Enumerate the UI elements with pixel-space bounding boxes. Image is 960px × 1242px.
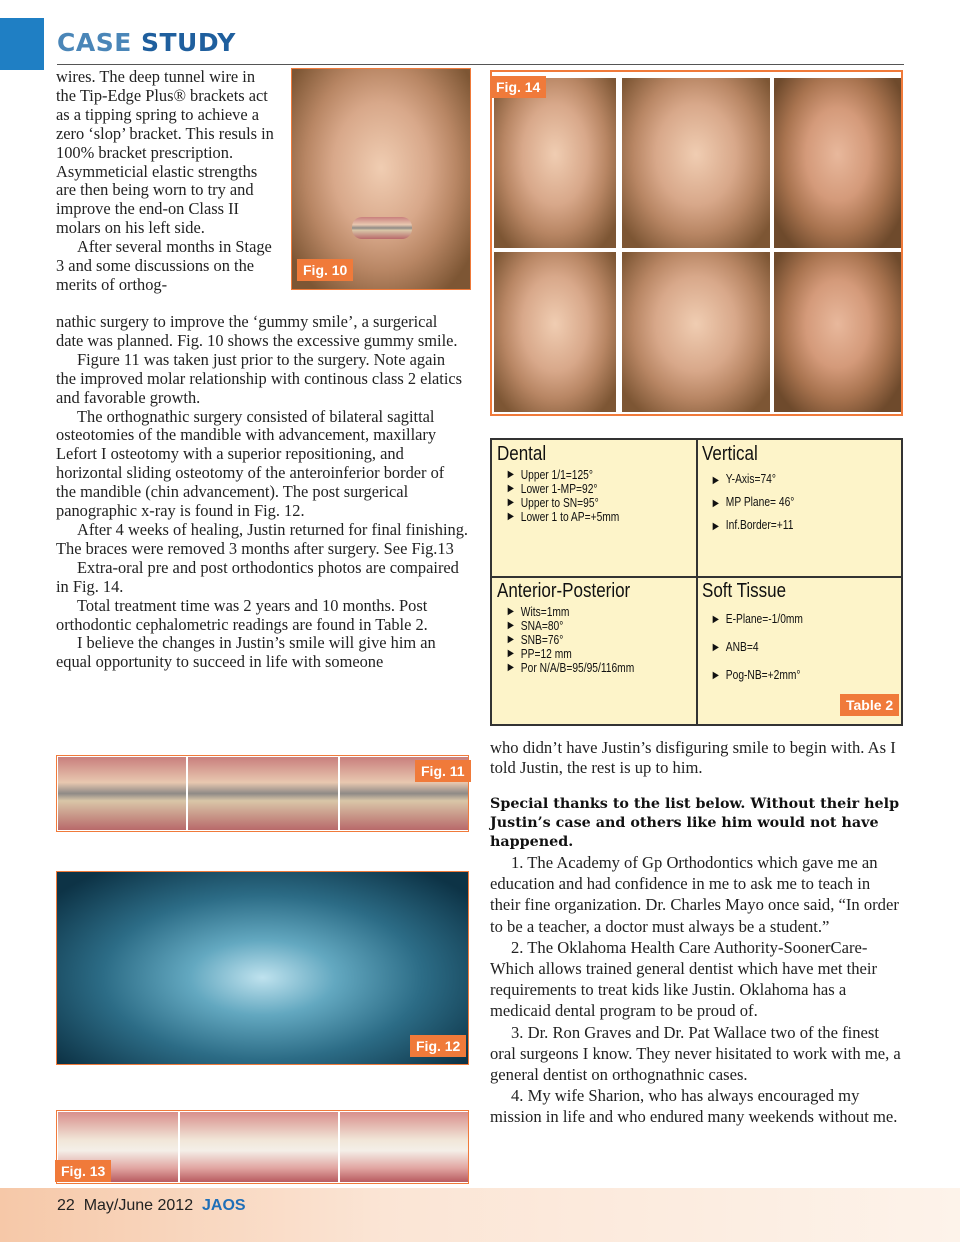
table2-dental-item: ▶ Upper 1/1=125° — [497, 468, 659, 482]
thanks-item: 1. The Academy of Gp Orthodontics which gave me an education and had confidence in me to ask me to teach in their fine organization. Dr. Charles Mayo once said, “In order to be a teacher, a doctor must always be a student.” — [490, 853, 899, 936]
table2-dental-title: Dental — [497, 443, 547, 465]
section-title — [57, 28, 236, 57]
left-text-wide — [56, 313, 468, 672]
table2-ap-item: ▶ PP=12 mm — [497, 647, 659, 661]
paragraph-stage3-cont: nathic surgery to improve the ‘gummy smile’, a surgerical date was planned. Fig. 10 shows the excessive gummy smile. — [56, 312, 458, 350]
table2-horizontal-divider — [492, 576, 901, 578]
fig11-label: Fig. 11 — [415, 760, 471, 782]
fig14-pre-front-photo — [622, 78, 770, 248]
paragraph-extraoral: Extra-oral pre and post orthodontics photos are compaired in Fig. 14. — [56, 557, 459, 596]
fig11-front-occlusion-photo — [188, 757, 338, 830]
fig14-frame — [490, 70, 903, 416]
fig14-pre-profile-photo — [774, 78, 901, 248]
thanks-heading: Special thanks to the list below. Without their help Justin’s case and others like him would not have happened. — [490, 796, 900, 850]
table2-ap-title: Anterior-Posterior — [497, 580, 631, 602]
table2-dental-item: ▶ Upper to SN=95° — [497, 496, 659, 510]
table2-vertical-divider — [696, 440, 698, 724]
fig12-label: Fig. 12 — [410, 1035, 466, 1057]
table2-vertical-cell — [702, 443, 900, 537]
thanks-item: 2. The Oklahoma Health Care Authority-SoonerCare-Which allows trained general dentist which have met their requirements to treat kids like Justin. Oklahoma has a medicaid dental program to be proud of. — [490, 937, 878, 1021]
paragraph-believe: I believe the changes in Justin’s smile will give him an equal opportunity to succeed in life with someone — [56, 633, 436, 672]
table2-ap-item: ▶ SNA=80° — [497, 619, 659, 633]
thanks-item: 4. My wife Sharion, who has always encouraged my mission in life and who endured many weekends without me. — [490, 1086, 898, 1127]
table2-soft-tissue-cell — [702, 580, 900, 689]
paragraph-continuation: who didn’t have Justin’s disfiguring smile to begin with. As I told Justin, the rest is up to him. — [490, 738, 896, 777]
paragraph-stage3-start: After several months in Stage 3 and some discussions on the merits of orthog- — [56, 237, 272, 294]
left-text-narrow — [56, 68, 278, 295]
fig14-label: Fig. 14 — [490, 76, 546, 98]
table2 — [490, 438, 903, 726]
fig14-pre-smile-photo — [494, 78, 616, 248]
table2-ap-cell — [497, 580, 695, 675]
fig14-post-profile-photo — [774, 252, 901, 412]
section-title-part2: STUDY — [141, 28, 236, 57]
thanks-list — [490, 852, 904, 1128]
right-text-continuation — [490, 738, 904, 777]
paragraph-surgery: The orthognathic surgery consisted of bilateral sagittal osteotomies of the mandible with advancement, maxillary Lefort I osteotomy with a superior repositioning, and horizontal sliding osteotomy of the anteroinferior border of the mandible (chin advancement). The post surgerical panographic x-ray is found in Fig. 12. — [56, 406, 445, 521]
table2-soft-tissue-item: ▶ Pog-NB=+2mm° — [702, 661, 864, 689]
table2-ap-item: ▶ SNB=76° — [497, 633, 659, 647]
paragraph-fig11: Figure 11 was taken just prior to the surgery. Note again the improved molar relationship with continous class 2 elatics and favorable growth. — [56, 349, 463, 407]
page-number: 22 — [57, 1197, 75, 1214]
page-footer — [57, 1197, 246, 1215]
fig12-panoramic-xray — [56, 871, 469, 1065]
table2-vertical-item: ▶ MP Plane= 46° — [702, 491, 864, 514]
fig14-post-front-photo — [622, 252, 770, 412]
fig13-label: Fig. 13 — [55, 1160, 111, 1182]
table2-ap-item: ▶ Wits=1mm — [497, 605, 659, 619]
fig11-frame — [56, 755, 469, 832]
table2-dental-item: ▶ Lower 1-MP=92° — [497, 482, 659, 496]
fig10-label: Fig. 10 — [297, 259, 353, 281]
table2-dental-cell — [497, 443, 695, 524]
table2-soft-tissue-title: Soft Tissue — [702, 580, 787, 602]
header-color-block — [0, 18, 44, 70]
fig11-right-occlusion-photo — [58, 757, 186, 830]
thanks-item: 3. Dr. Ron Graves and Dr. Pat Wallace two of the finest oral surgeons I know. They never hisitated to work with me, a general dentist on orthognathnic cases. — [490, 1022, 901, 1085]
fig14-post-smile-photo — [494, 252, 616, 412]
fig13-frame — [56, 1110, 469, 1184]
fig10-photo — [291, 68, 471, 290]
paragraph-wires: wires. The deep tunnel wire in the Tip-Edge Plus® brackets act as a tipping spring to achieve a zero ‘slop’ bracket. This resuls in 100% bracket prescription. Asymmeticial elastic strengths are then being worn to try and improve the end-on Class II molars on his left side. — [56, 67, 274, 238]
section-title-part1: CASE — [57, 28, 132, 57]
fig13-left-occlusion-photo — [340, 1112, 468, 1182]
table2-soft-tissue-item: ▶ ANB=4 — [702, 633, 864, 661]
header-rule — [57, 64, 904, 65]
table2-vertical-title: Vertical — [702, 443, 758, 465]
journal-name: JAOS — [201, 1197, 246, 1214]
table2-ap-item: ▶ Por N/A/B=95/95/116mm — [497, 661, 659, 675]
paragraph-total-time: Total treatment time was 2 years and 10 months. Post orthodontic cephalometric readings are found in Table 2. — [56, 595, 428, 634]
table2-vertical-item: ▶ Y-Axis=74° — [702, 468, 864, 491]
paragraph-healing: After 4 weeks of healing, Justin returned for final finishing. The braces were removed 3 months after surgery. See Fig.13 — [56, 519, 468, 558]
table2-dental-item: ▶ Lower 1 to AP=+5mm — [497, 510, 659, 524]
fig13-front-occlusion-photo — [180, 1112, 338, 1182]
table2-vertical-item: ▶ Inf.Border=+11 — [702, 514, 864, 537]
gummy-smile-mouth — [352, 217, 412, 239]
issue-date: May/June 2012 — [83, 1197, 194, 1214]
table2-soft-tissue-item: ▶ E-Plane=-1/0mm — [702, 605, 864, 633]
table2-label: Table 2 — [840, 694, 899, 716]
